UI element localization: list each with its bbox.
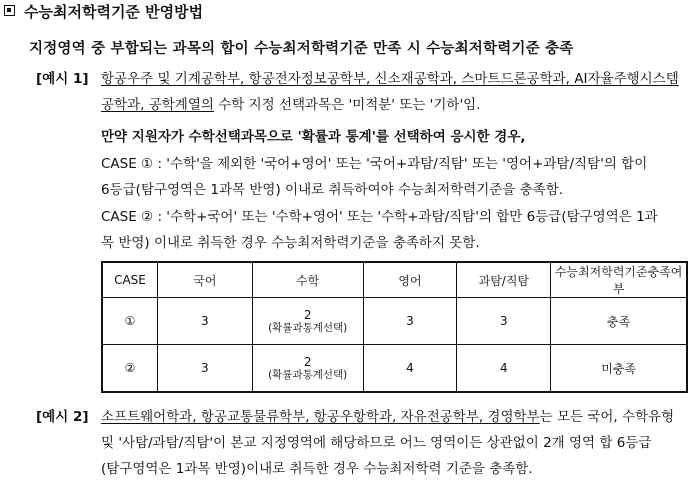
case2-line2: 목 반영) 이내로 취득한 경우 수능최저학력기준을 충족하지 못함. xyxy=(101,235,480,251)
section-subtitle: 지정영역 중 부합되는 과목의 합이 수능최저학력기준 만족 시 수능최저학력기준 충족 xyxy=(29,41,574,57)
cell-math-grade: 2 xyxy=(303,354,312,369)
example2-line3: (탐구영역은 1과목 반영)이내로 취득한 경우 수능최저학력 기준을 충족함. xyxy=(101,461,533,477)
example1-line2-underlined: 공학과, 공학계열의 xyxy=(101,97,214,113)
header-case: CASE xyxy=(102,262,157,298)
table-row xyxy=(102,298,687,345)
header-science: 과탐/직탐 xyxy=(457,262,551,298)
case1-line1: CASE ① : '수학'을 제외한 '국어+영어' 또는 '국어+과탐/직탐' 또는 '영어+과탐/직탐'의 합이 xyxy=(101,156,648,172)
example1-line1: 항공우주 및 기계공학부, 항공전자정보공학부, 신소재공학과, 스마트드론공학과, AI자율주행시스템 xyxy=(101,71,679,87)
example2-tag: [예시 2] xyxy=(36,409,89,425)
cell-result: 미충족 xyxy=(551,345,687,393)
header-english: 영어 xyxy=(363,262,457,298)
header-math: 수학 xyxy=(252,262,363,298)
header-result: 수능최저학력기준충족여부 xyxy=(551,262,687,298)
case1-line2: 6등급(탐구영역은 1과목 반영) 이내로 취득하여야 수능최저학력기준을 충족함. xyxy=(101,182,564,198)
section-bullet-icon xyxy=(4,5,15,16)
criteria-table xyxy=(101,261,688,393)
case2-line1: CASE ② : '수학+국어' 또는 '수학+영어' 또는 '수학+과탐/직탐'의 합만 6등급(탐구영역은 1과 xyxy=(101,209,658,225)
example2-line1-underlined: 소프트웨어학과, 항공교통물류학부, 항공우항학과, 자유전공학부, 경영학부 xyxy=(101,409,540,425)
cell-korean: 3 xyxy=(157,298,252,345)
cell-math-note: (확률과통계선택) xyxy=(268,368,348,381)
header-korean: 국어 xyxy=(157,262,252,298)
table-row xyxy=(102,345,687,393)
cell-case: ① xyxy=(102,298,157,345)
example2-line1 xyxy=(101,405,674,425)
example1-line2-rest: 수학 지정 선택과목은 '미적분' 또는 '기하'임. xyxy=(213,97,481,113)
table-header-row xyxy=(102,262,687,298)
cell-korean: 3 xyxy=(157,345,252,393)
example1-tag: [예시 1] xyxy=(36,71,89,87)
example1-line2 xyxy=(101,93,481,113)
cell-english: 4 xyxy=(363,345,457,393)
cell-science: 4 xyxy=(457,345,551,393)
cell-result: 충족 xyxy=(551,298,687,345)
cell-math xyxy=(252,298,363,345)
cell-science: 3 xyxy=(457,298,551,345)
cell-math-note: (확률과통계선택) xyxy=(268,321,348,334)
example2-line2: 및 '사탐/과탐/직탐'이 본교 지정영역에 해당하므로 어느 영역이든 상관없이 2개 영역 합 6등급 xyxy=(101,435,652,451)
section-title: 수능최저학력기준 반영방법 xyxy=(24,3,204,21)
cell-math xyxy=(252,345,363,393)
cell-math-grade: 2 xyxy=(303,307,312,322)
cell-english: 3 xyxy=(363,298,457,345)
example2-line1-rest: 는 모든 국어, 수학유형 xyxy=(539,409,675,425)
example1-condition: 만약 지원자가 수학선택과목으로 '확률과 통계'를 선택하여 응시한 경우, xyxy=(101,129,526,145)
cell-case: ② xyxy=(102,345,157,393)
